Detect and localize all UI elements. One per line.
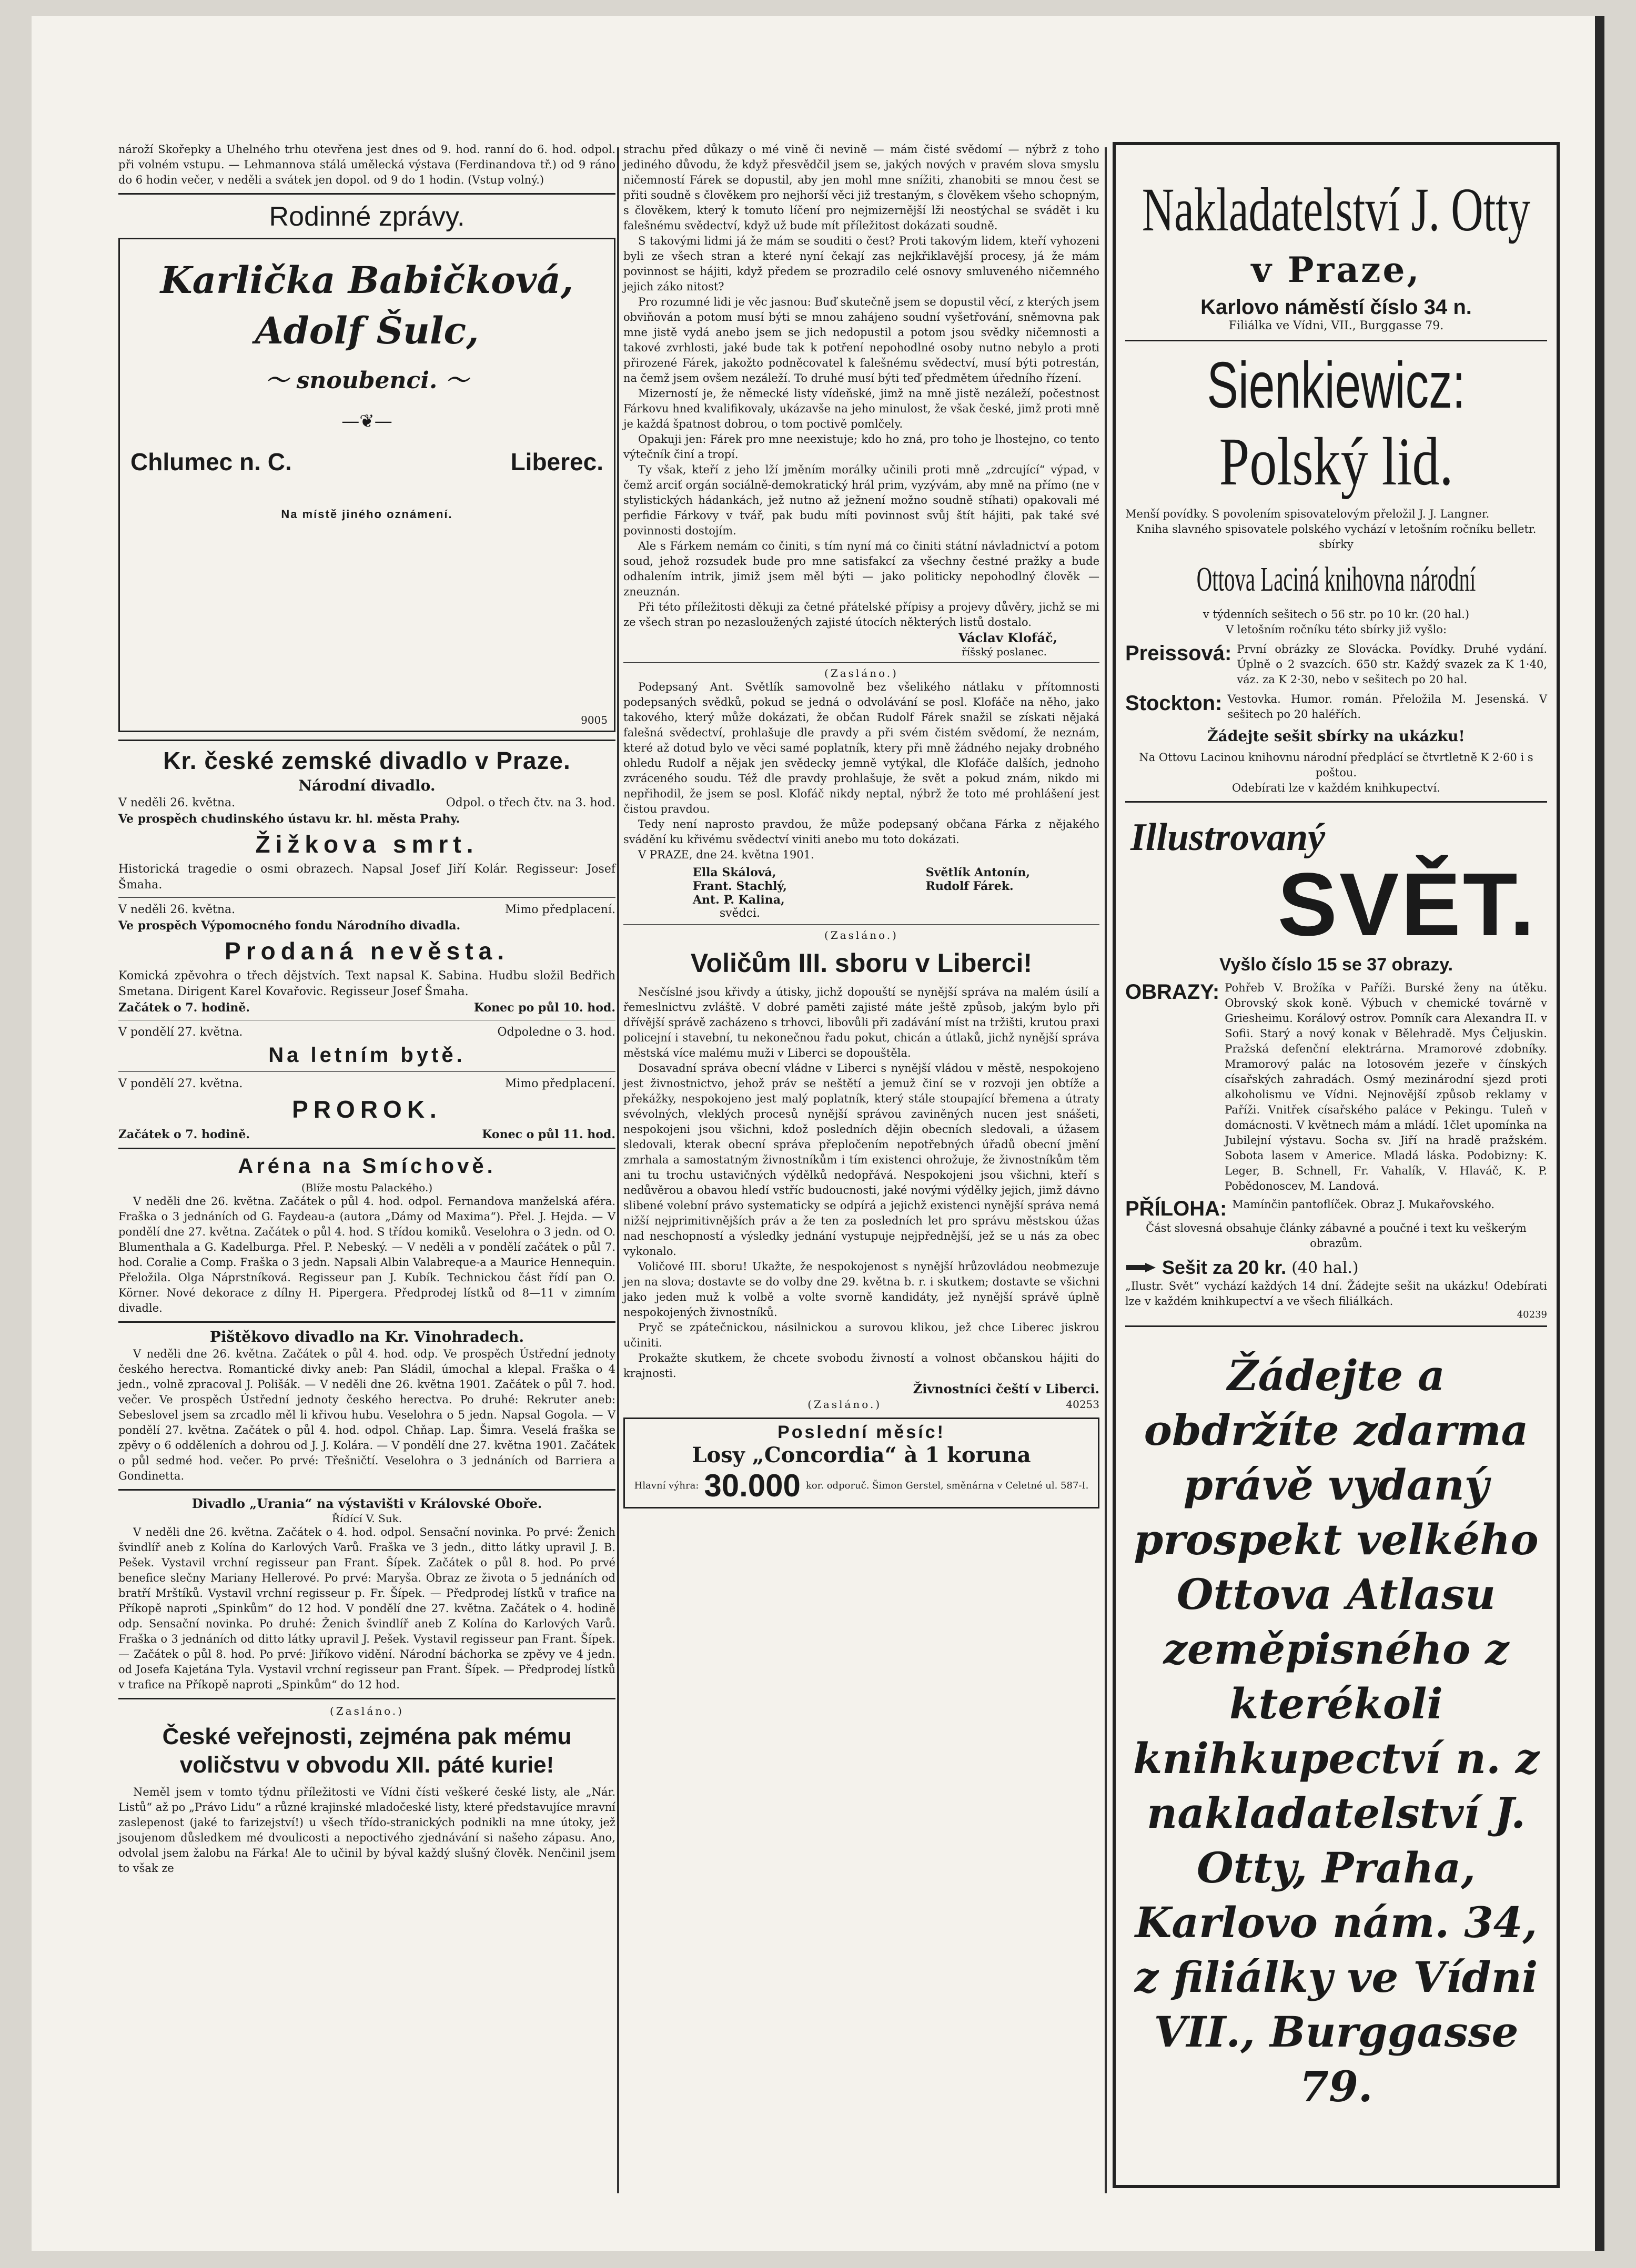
author-title: Sienkiewicz: bbox=[1207, 349, 1466, 422]
column-rule bbox=[617, 147, 619, 2193]
publisher-ad: Nakladatelství J. Otty v Praze, Karlovo náměstí číslo 34 n. Filiálka ve Vídni, VII., Burggasse 79. Sienkiewicz: Polský lid. Menší povídky. S povolením spisovatelovým přeložil J. J. Langner. Kniha slavného spisovatele polského vychází v letošním ročníku belletr. sbírky Ottova Laciná knihovna národní v týdenních sešitech o 56 str. po 10 kr. (20 hal.) V letošním ročníku této sbírky již vyšlo: Preissová: První obrázky ze Slovácka. Povídky. Druhé vydání. Úplně o 2 svazcích. 650 str. Každý svazek za K 1·40, váz. za K 2·30, nebo v sešitech po 20 hal. Stockton: Vestovka. Humor. román. Přeložila M. Jesenská. V sešitech po 20 haléřích. Žádejte sešit sbírky na ukázku! Na Ottovu Lacinou knihovnu národní předplácí se čtvrtletně K 2·60 i s poštou. Odebírati lze v každém knihkupectví. Illustrovaný SVĚT. Vyšlo číslo 15 se 37 obrazy. OBRAZY: Pohřeb V. Brožíka v Paříži. Burské ženy na útěku. Obrovský skok koně. Výbuch v chemické továrně v Griesheimu. Korálový ostrov. Pomník cara Alexandra II. v Sofii. Starý a nový konak v Bělehradě. Mys Čeljuskin. Pražská defenční elektrárna. Mramorové zdobníky. Mramorový palác na lotosovém jezeře v čínských císařských zahradách. Osmý mezinárodní sjezd proti alkoholismu ve Vídni. Nejnovější způsob reklamy v Paříži. Vnitřek císařského paláce v Pekingu. Tuleň v domácnosti. V květnech mám a mládí. 1člet upomínka na Jubilejní výstavu. Socha sv. Jiří na hradě pražském. Sobota lasem v Americe. Mladá láska. Podobizny: K. Leger, B. Schnell, Fr. Vahalík, V. Hlaváč, K. P. Pobědonoscev, M. Landová. PŘÍLOHA: Mamínčin pantoflíček. Obraz J. Mukařovského. Část slovesná obsahuje články zábavné a poučné i text ku veškerým obrazům. Sešit za 20 kr. (40 hal.) „Ilustr. Svět“ vychází každých 14 dní. Žádejte sešit na ukázku! Odebírati lze v každém knihkupectví a ve všech filiálkách. 40239 Žádejte a obdržíte zdarma právě vydaný prospekt velkého Ottova Atlasu zeměpisného z kterékoli knihkupectví n. z nakladatelství J. Otty, Praha, Karlovo nám. 34, z filiálky ve Vídni VII., Burggasse 79. bbox=[1113, 142, 1560, 2188]
urania-title: Divadlo „Urania“ na výstavišti v Královské Oboře. bbox=[191, 1496, 542, 1511]
engagement-notice bbox=[118, 238, 615, 732]
place-right: Liberec. bbox=[510, 448, 603, 475]
play-title: Na letním bytě. bbox=[268, 1044, 466, 1067]
atlas-promo: Žádejte a obdržíte zdarma právě vydaný prospekt velkého Ottova Atlasu zeměpisného z kterékoli knihkupectví n. z nakladatelství J. Otty, Praha, Karlovo nám. 34, z filiálky ve Vídni VII., Burggasse 79. bbox=[1133, 1351, 1540, 2111]
witness-signatures: Ella Skálová, Frant. Stachlý, Ant. P. Kalina, svědci. Světlík Antonín, Rudolf Fárek. bbox=[692, 866, 1031, 920]
notice-note: Na místě jiného oznámení. bbox=[281, 508, 453, 521]
groom-name: Adolf Šulc, bbox=[255, 309, 479, 352]
play-title: Prodaná nevěsta. bbox=[225, 937, 509, 965]
arena-title: Aréna na Smíchově. bbox=[238, 1155, 496, 1178]
ornament-icon: —❦— bbox=[341, 411, 392, 432]
notice-role: 〜 snoubenci. 〜 bbox=[265, 367, 469, 394]
voters-heading: České veřejnosti, zejména pak mému voličstvu v obvodu XII. páté kurie! bbox=[162, 1724, 572, 1778]
publisher-title: Nakladatelství J. Otty bbox=[1142, 175, 1531, 244]
column-middle: strachu před důkazy o mé vině či nevině — mám čisté svědomí — nýbrž z toho jediného důvodu, že když přesvědčil jsem se, jakých nových v pravém slova smyslu ničemností Fárek se dopustil, aby jen mohl mne snížiti, zhanobiti se mnou čest se přiti soudně s člověkem pro nejhorší věci již trestaným, s člověkem všeho schopným, s člověkem, který k tomuto líčení pro nejmizernější lži neostýchal se svádět i ku falešnému svědectví, když už bude mít příležitost dokázati soudně. S takovými lidmi já že mám se souditi o čest? Proti takovým lidem, kteří vyhozeni byli ze všech stran a které nyní čekají zas nejkřiklavější procesy, já že mám povinnost se hájiti, když předem se prozradilo celé osnovy smluveného ničemného jejich záko nitost? Pro rozumné lidi je věc jasnou: Buď skutečně jsem se dopustil věcí, z kterých jsem obviňován a potom musí býti se mnou zahájeno soudní vyšetřování, sněmovna pak mne jistě vydá anebo jsem se jich nedopustil a potom jsou svědky ničemnosti a takové zvrhlosti, jaké bude tak k potření nepohodlné osoby nutno nebylo a proti přirozené Fárek, jakožto podněcovatel k falešnému svědectví, musí býti potrestán, na čemž jsem ovšem nezáleží. To druhé musí býti teď předmětem úředního řízení. Mizerností je, že německé listy vídeňské, jimž na mně jistě nezáleží, počestnost Fárkovu hned kvalifikovaly, ukázavše na jeho minulost, že však české, jimž proti mně je každá špatnost dobrou, o tom poctivě pomlčely. Opakuji jen: Fárek pro mne neexistuje; kdo ho zná, pro toho je lhostejno, co tento výtečník činí a tropí. Ty však, kteří z jeho lží jměním morálky učinili proti mně „zdrcující“ výpad, v čemž arciť orgán sociálně-demokratický hrál prim, vyzývám, aby mně na přímo (ne v stylistických hádankách, jež nutno až ježnení možno soudně stíhati) opakovali mé perfidie Fárkovy v tvář, pak budu míti povinnost svůj štít hájiti, pak také své povinnosti dostojím. Ale s Fárkem nemám co činiti, s tím nyní má co činiti státní návladnictví a potom soud, jehož rozsudek bude pro mne satisfakcí za všechny čestné pražky a bude odhalením intrik, jimiž jsem měl býti — jako politicky nepohodlný člověk — zneuznán. Při této příležitosti děkuji za četné přátelské přípisy a projevy důvěry, jichž se mi ze všech stran po nezasloužených zajisté útocích některých listů dostalo. Václav Klofáč, říšský poslanec. (Zasláno.) Podepsaný Ant. Světlík samovolně bez všelikého nátlaku v přítomnosti podepsaných svědků, pokud se jedná o odvolávání se posl. Klofáče na něho, jako takového, který může dokázati, že občan Rudolf Fárek snažil se získati nějaká falešná svědectví, prohlašuje dle pravdy a při svém čistém svědomí, že neznám, které až dotud bylo ve věci samé poplatník, ktery při mně žádného nejaky drobného ohledu Rudolf a nějak jen svědecky jemně vytýkal, dle Klofáče dalších, jednoho zvráceného soudu. Též dle pravdy prohlašuje, že svět a pokud znám, nikdo mi nepřihodil, že jsem se posl. Klofáč nikdy neptal, nýbrž že toto mé prohlášení jest čistou pravdou. Tedy není naprosto pravdou, že může podepsaný občana Fárka z nějakého svádění ku křivému svědectví viniti anebo mu toto dokázati. V PRAZE, dne 24. května 1901. Ella Skálová, Frant. Stachlý, Ant. P. Kalina, svědci. Světlík Antonín, Rudolf Fárek. (Zasláno.) Voličům III. sboru v Liberci! Nesčíslné jsou křivdy a útisky, jichž dopouští se nynější správa na malém úsilí a řemeslnictvu zvláště. V dobré paměti zajisté máte ještě způsob, jakým bylo při dřívější správě zacházeno s trhovci, libovůli při zadávání míst na tržišti, krutou praxi policejní i stavební, tu nekonečnou řadu pokut, chicán a útlaků, jichž nynější správa městská více malému muži v Liberci se dopouštěla. Dosavadní správa obecní vládne v Liberci s nynější vládou v městě, nespokojeno jest živnostnictvo, jehož práv se neštětí a jemuž činí se v rozvoji jen obtíže a překážky, nespokojeno jest malý poplatník, který stále stoupající břemena a útraty svévolných, vleklých procesů nynější správou zaviněných nucen jest snášeti, nespokojeni jsou všichni, kdož posledních dějin obecních sledovali, a úžasem sledovali, kterak obecní správa přepločením nepotřebných úřadů obecní jmění zmrhala a samostatným živnostníkům i tím existenci ohrožuje, že živnostníkům těm ani tu trochu ustavičných výdělků nedopřává. Nespokojeni jsou všichni, kteří s nedůvěrou a obavou hledí vstříc budoucnosti, jaké novými výdělky jejich, jimž dávno slibené volební právo systematicky se odpírá a jejichž existenci nynější správa nemá nižší nejprimitivnějších práv a že ten za posledních let pro správu městskou úžas nad neschopností a výsledky jednání vystupuje nejpřednější, jež se u nás za obec vykonalo. Voličové III. sboru! Ukažte, že nespokojenost s nynější hrůzovládou neobmezuje jen na slova; dostavte se do volby dne 29. května b. r. i skutkem; dostavte se všichni jako jeden muž k volbě a volte svorně kandidáty, jež nynější správě úplně nespokojených živnostníků. Pryč se zpátečnickou, násilnickou a surovou klikou, jež chce Liberec jiskrou učiniti. Prokažte skutkem, že chcete svobodu živností a volnost občanskou hájiti do krajnosti. Živnostníci čeští v Liberci. (Zasláno.) 40253 Poslední měsíc! Losy „Concordia“ à 1 koruna Hlavní výhra: 30.000 kor. odporuč. Šimon Gerstel, směnárna v Celetné ul. 587-I. bbox=[623, 142, 1099, 1508]
notice-places bbox=[130, 448, 603, 476]
magazine-title: Illustrovaný bbox=[1130, 816, 1326, 859]
page-edge-shadow bbox=[1595, 16, 1604, 2251]
lottery-ad: Poslední měsíc! Losy „Concordia“ à 1 koruna Hlavní výhra: 30.000 kor. odporuč. Šimon Gerstel, směnárna v Celetné ul. 587-I. bbox=[623, 1418, 1099, 1508]
exhibition-notice: nároží Skořepky a Uhelného trhu otevřena jest dnes od 9. hod. ranní do 6. hod. odpol. při volném vstupu. — Lehmannova stálá umělecká výstava (Ferdinandova tř.) od 9 ráno do 6 hodin večer, v neděli a svátek jen dopol. od 9 do 1 hodin. (Vstup volný.) bbox=[118, 143, 615, 186]
book-title: Polský lid. bbox=[1219, 424, 1453, 500]
signature: Václav Klofáč, bbox=[958, 630, 1057, 645]
signature: Živnostníci čeští v Liberci. bbox=[913, 1381, 1099, 1396]
pointing-hand-icon bbox=[1125, 1262, 1157, 1273]
column-left: nároží Skořepky a Uhelného trhu otevřena jest dnes od 9. hod. ranní do 6. hod. odpol. při volném vstupu. — Lehmannova stálá umělecká výstava (Ferdinandova tř.) od 9 ráno do 6 hodin večer, v neděli a svátek jen dopol. od 9 do 1 hodin. (Vstup volný.) Rodinné zprávy. Karlička Babičková, Adolf Šulc, 〜 snoubenci. 〜 —❦— Chlumec n. C. Liberec. Na místě jiného oznámení. 9005 Kr. české zemské divadlo v Praze. Národní divadlo. V neděli 26. května. Odpol. o třech čtv. na 3. hod. Ve prospěch chudinského ústavu kr. hl. města Prahy. Žižkova smrt. Historická tragedie o osmi obrazech. Napsal Josef Jiří Kolár. Regisseur: Josef Šmaha. V neděli 26. května. Mimo předplacení. Ve prospěch Výpomocného fondu Národního divadla. Prodaná nevěsta. Komická zpěvohra o třech dějstvích. Text napsal K. Sabina. Hudbu složil Bedřich Smetana. Dirigent Karel Kovařovic. Regisseur Josef Šmaha. Začátek o 7. hodině. Konec po půl 10. hod. V pondělí 27. května. Odpoledne o 3. hod. Na letním bytě. V pondělí 27. května. Mimo předplacení. PROROK. Začátek o 7. hodině. Konec o půl 11. hod. Aréna na Smíchově. (Blíže mostu Palackého.) V neděli dne 26. května. Začátek o půl 4. hod. odpol. Fernandova manželská aféra. Fraška o 3 jednáních od G. Faydeau-a (autora „Dámy od Maxima“). Přel. J. Hejda. — V pondělí dne 27. května. Začátek o půl 4. hod. S třídou komiků. Veselohra o 3 jedn. od O. Blumenthala a G. Kadelburga. Přel. P. Nebeský. — V neděli a v pondělí začátek o půl 7. hod. Coralie a Comp. Fraška o 3 jedn. Napsali Albin Valabreque-a a Maurice Hennequin. Přeložila. Olga Náprstníková. Regisseur pan J. Kubík. Technickou část řídí pan O. Körner. Nové dekorace z dílny H. Pipergera. Předprodej lístků od 8—11 v zimním divadle. Pištěkovo divadlo na Kr. Vinohradech. V neděli dne 26. května. Začátek o půl 4. hod. odp. Ve prospěch Ústřední jednoty českého herectva. Romantické divky aneb: Pan Sládil, úmochal a klepal. Fraška o 4 jedn., volně zpracoval J. Polišák. — V neděli dne 26. května 1901. Začátek o půl 7. hod. večer. Ve prospěch Ústřední jednoty českého herectva. Po druhé: Rekruter aneb: Sebeslovel jsem sa zrcadlo měl li křivou hubu. Veselohra o 5 jedn. Napsal Gogola. — V pondělí 27. května. Začátek o půl 4. hod. odpol. Chňap. Lap. Šimra. Veselá fraška se zpěvy o 6 odděleních a dohrou od J. J. Kolára. — V pondělí dne 27. května 1901. Začátek o půl sedmé hod. večer. Po prvé: Třešničtí. Veselohra o 3 jednáních od Barriera a Gondinetta. Divadlo „Urania“ na výstavišti v Královské Oboře. Řídící V. Suk. V neděli dne 26. května. Začátek o 4. hod. odpol. Sensační novinka. Po prvé: Ženich švindlíř aneb z Kolína do Karlových Varů. Fraška ve 3 jedn., ditto látky upravil J. B. Pešek. Vystavil vrchní regisseur pan Frant. Šípek. Začátek o půl 8. hod. Po prvé benefice slečny Mariany Hellerové. Po prvé: Maryša. Obraz ze života o 5 jednáních od bratří Mrštíků. Vystavil vrchní regisseur p. Fr. Šípek. — Předprodej lístků v trafice na Příkopě naproti „Spinkům“ do 12 hod. V pondělí dne 27. května. Začátek o 4. hodině odp. Sensační novinka. Po druhé: Ženich švindlíř aneb Z Kolína do Karlových Varů. Fraška o 3 jednáních od ditto látky upravil J. Pešek. Vystavil regisseur pan Frant. Šípek. — Začátek o půl 8. hod. Po prvé: Jiříkovo vidění. Národní báchorka se zpěvy ve 4 jedn. od Josefa Kajetána Tyla. Vystavil vrchní regisseur pan Frant. Šípek. — Předprodej lístků v trafice na Příkopě naproti „Spinkům“ do 12 hod. (Zasláno.) České veřejnosti, zejména pak mému voličstvu v obvodu XII. páté kurie! Neměl jsem v tomto týdnu příležitosti ve Vídni čísti veškeré české listy, ale „Nár. Listů“ až po „Právo Lidu“ a různé krajinské mladočeské listy, které představujíce mravní zaslepenost (jaké to farizejství!) u všech třído-stranických podnikli na mne útoky, jež jsoujenom důsledkem mé dvoulicosti a nepoctivého zjednávání si našeho zápasu. Ano, odvolal jsem žalobu na Fárka! Ale to učinil by býval každý slušný člověk. Nenčinil jsem to však ze bbox=[118, 143, 615, 1875]
bride-name: Karlička Babičková, bbox=[160, 258, 574, 302]
notice-number: 9005 bbox=[581, 714, 608, 726]
newspaper-page bbox=[32, 16, 1604, 2251]
magazine-title-big: SVĚT. bbox=[1277, 855, 1537, 955]
family-news-heading: Rodinné zprávy. bbox=[269, 201, 465, 232]
national-theatre: Národní divadlo. bbox=[298, 777, 436, 794]
column-rule bbox=[1105, 147, 1107, 2193]
play-title: Žižkova smrt. bbox=[255, 831, 479, 858]
series-title: Ottova Laciná knihovna národní bbox=[1196, 560, 1476, 599]
theatre-title: Kr. české zemské divadlo v Praze. bbox=[163, 747, 571, 774]
play-title: PROROK. bbox=[292, 1096, 442, 1123]
column-right bbox=[1113, 142, 1560, 2188]
place-left: Chlumec n. C. bbox=[130, 448, 292, 475]
liberec-heading: Voličům III. sboru v Liberci! bbox=[690, 948, 1033, 978]
vinohrady-title: Pištěkovo divadlo na Kr. Vinohradech. bbox=[209, 1328, 524, 1345]
